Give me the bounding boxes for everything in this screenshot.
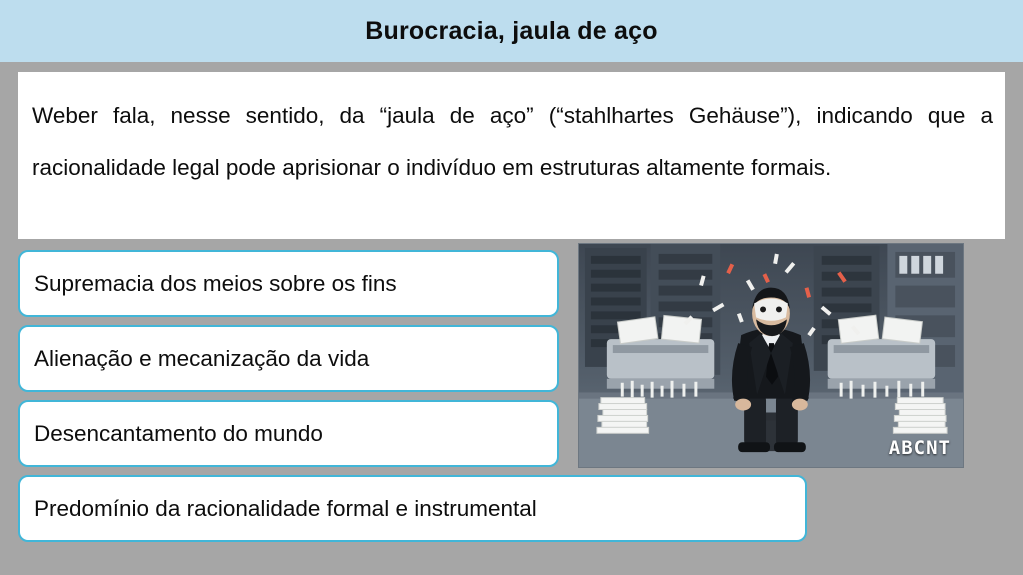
page-title: Burocracia, jaula de aço bbox=[365, 16, 658, 45]
bullet-label: Alienação e mecanização da vida bbox=[34, 345, 370, 371]
list-item[interactable] bbox=[18, 475, 807, 542]
illustration-graphic bbox=[579, 244, 963, 467]
bullet-label: Desencantamento do mundo bbox=[34, 420, 323, 446]
body-text-card bbox=[18, 72, 1005, 239]
bullet-label: Supremacia dos meios sobre os fins bbox=[34, 270, 397, 296]
body-paragraph: Weber fala, nesse sentido, da “jaula de aço” (“stahlhartes Gehäuse”), indicando que a racionalidade legal pode aprisionar o indivíduo em estruturas altamente formais. bbox=[32, 103, 993, 180]
illustration-image bbox=[578, 243, 964, 468]
slide-title-bar bbox=[0, 0, 1023, 62]
list-item[interactable] bbox=[18, 325, 559, 392]
watermark-label: ABCNT bbox=[888, 437, 951, 459]
list-item[interactable] bbox=[18, 250, 559, 317]
bullet-label: Predomínio da racionalidade formal e instrumental bbox=[34, 495, 537, 521]
list-item[interactable] bbox=[18, 400, 559, 467]
